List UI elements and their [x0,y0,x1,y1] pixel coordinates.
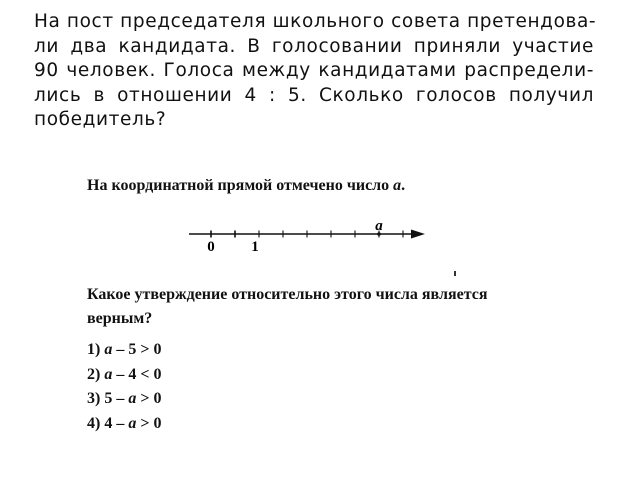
problem-2-question-line: верным? [87,310,153,327]
answer-option [87,412,161,437]
option-prefix: 4 – [104,414,129,432]
option-suffix: > 0 [136,414,162,432]
number-line-arrowhead [411,230,425,239]
problem-2-intro [87,176,405,196]
option-prefix: 5 – [104,390,129,407]
option-number: 2) [87,365,101,383]
answer-option [87,338,161,363]
problem-2-intro-variable: a [393,177,402,194]
problem-1-text [34,10,597,133]
number-line [185,214,430,254]
answer-option [87,387,161,412]
option-number: 3) [87,390,101,407]
option-suffix: – 5 > 0 [112,341,162,358]
problem-2-question-line: Какое утверждение относительно этого числа является [87,286,488,303]
option-variable: a [104,365,113,383]
option-suffix: > 0 [136,390,162,407]
problem-2-question [87,283,577,331]
option-suffix: – 4 < 0 [112,365,162,383]
number-line-label-a: a [375,218,383,234]
option-variable: a [104,341,113,358]
problem-2-intro-end: . [401,177,406,194]
problem-1-line: На пост председателя школьного совета претендова- [34,11,597,32]
problem-1-line: лись в отношении 4 : 5. Сколько голосов получил [34,84,594,106]
number-line-label-one: 1 [251,239,259,255]
problem-1-line: 90 человек. Голоса между кандидатами распредели- [34,60,594,81]
option-number: 1) [87,341,101,358]
answer-option [87,363,161,388]
option-variable: a [128,414,137,432]
problem-1-line: победитель? [34,109,167,130]
problem-2-intro-text: На координатной прямой отмечено число [87,177,394,194]
option-variable: a [128,390,137,407]
problem-1-line: ли два кандидата. В голосовании приняли участие [34,35,594,57]
option-number: 4) [87,414,101,432]
print-speck [454,271,456,276]
answer-options [87,338,161,436]
number-line-label-zero: 0 [207,239,215,255]
